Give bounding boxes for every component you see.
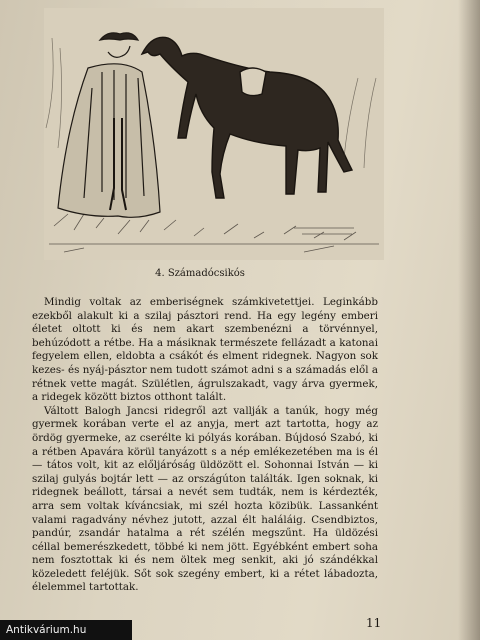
figure-caption: 4. Számadócsikós — [155, 268, 245, 279]
horseman-illustration — [44, 8, 384, 260]
page-number: 11 — [366, 616, 382, 630]
body-text — [32, 296, 378, 595]
paragraph: Mindig voltak az emberiségnek számkivetettjei. Leginkább ezekből alakult ki a szilaj pásztori rend. Ha egy legény emberi életet oltott ki és nem akart szembenézni a törvénnyel, behúzódott a rétbe. Ha a másiknak természete fellázadt a katonai fegyelem ellen, eldobta a csákót és elment ridegnek. Nagyon sok kezes- és nyáj-pásztor nem tudott számot adni s a számadás elől a rétnek vette magát. Szülétlen, ágrulszakadt, vagy árva gyermek, a ridegek között biztos otthont talált. — [32, 296, 378, 404]
paragraph: Váltott Balogh Jancsi ridegről azt vallják a tanúk, hogy még gyermek korában verte el az anyja, mert azt tartotta, hogy az ördög gyermeke, az cserélte ki pólyás korában. Bújdosó Szabó, ki a rétben Apavára körül tanyázott s a nép emlékezetében ma is él — tátos volt, kit az előljáróság üldözött el. Sohonnai István — ki szilaj gulyás bojtár lett — az országúton találták. Igen soknak, ki ridegnek beállott, társai a nevét sem tudták, nem is kérdezték, arra sem voltak kíváncsiak, mi szél hozta közibük. Lassanként valami ragadvány névhez jutott, azzal élt haláláig. Csendbiztos, pandúr, zsandár hatalma a rét szélén megszűnt. Ha üldözési céllal bemerészkedett, többé ki nem jött. Egyébként embert soha nem fosztottak ki és nem öltek meg senkit, aki jó szándékkal közeledett feléjük. Sőt sok szegény embert, ki a rétet lábadozta, élelemmel tartottak. — [32, 404, 378, 594]
spine-shadow — [458, 0, 480, 640]
watermark-label: Antikvárium.hu — [0, 620, 132, 640]
